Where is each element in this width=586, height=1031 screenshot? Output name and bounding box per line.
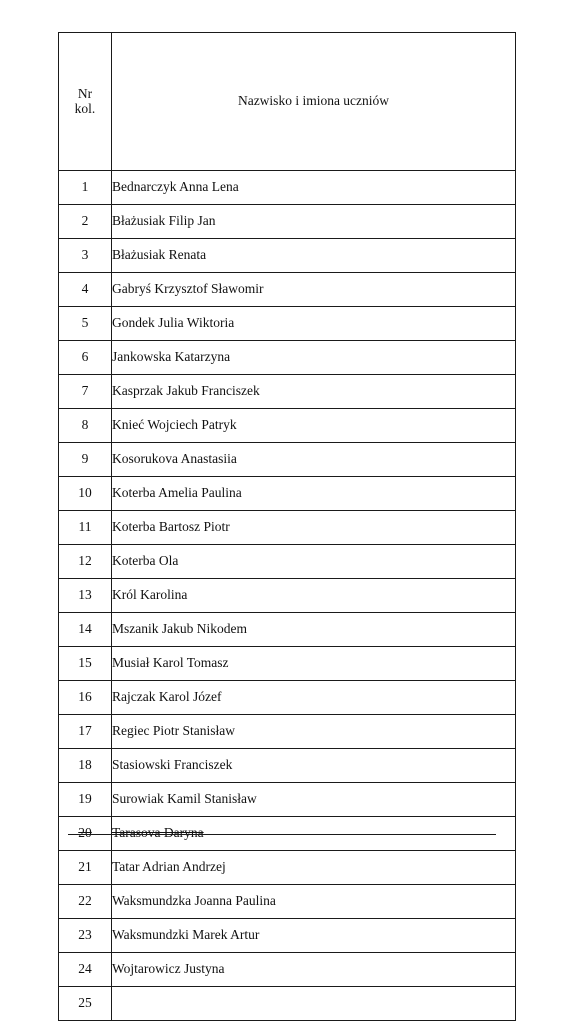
student-number-cell: 4 [59,273,112,307]
table-row [59,953,516,987]
student-name-cell: Waksmundzki Marek Artur [112,919,516,953]
student-name-cell: Jankowska Katarzyna [112,341,516,375]
student-number-cell: 17 [59,715,112,749]
table-row [59,783,516,817]
student-name-cell: Błażusiak Filip Jan [112,205,516,239]
table-row [59,409,516,443]
student-roster-table [58,32,516,1021]
table-row [59,205,516,239]
student-number-cell: 14 [59,613,112,647]
table-row [59,239,516,273]
table-row [59,545,516,579]
student-number-cell: 10 [59,477,112,511]
table-row [59,443,516,477]
student-name-cell: Gabryś Krzysztof Sławomir [112,273,516,307]
student-number-cell: 21 [59,851,112,885]
student-name-cell: Surowiak Kamil Stanisław [112,783,516,817]
student-number-cell: 16 [59,681,112,715]
table-row [59,817,516,851]
table-row [59,579,516,613]
table-row [59,715,516,749]
student-number-cell: 18 [59,749,112,783]
student-name-cell: Koterba Bartosz Piotr [112,511,516,545]
student-name-cell [112,987,516,1021]
student-number-cell: 8 [59,409,112,443]
table-row [59,273,516,307]
student-name-cell: Koterba Amelia Paulina [112,477,516,511]
student-number-cell: 11 [59,511,112,545]
table-row [59,681,516,715]
table-row [59,171,516,205]
roster-body [59,171,516,1021]
table-row [59,511,516,545]
student-name-cell: Gondek Julia Wiktoria [112,307,516,341]
student-name-cell: Bednarczyk Anna Lena [112,171,516,205]
table-row [59,885,516,919]
student-name-cell: Musiał Karol Tomasz [112,647,516,681]
student-name-cell: Waksmundzka Joanna Paulina [112,885,516,919]
student-number-cell: 15 [59,647,112,681]
table-row [59,987,516,1021]
student-number-cell: 7 [59,375,112,409]
student-name-cell: Stasiowski Franciszek [112,749,516,783]
table-row [59,307,516,341]
student-number-cell: 24 [59,953,112,987]
student-name-cell: Mszanik Jakub Nikodem [112,613,516,647]
student-number-cell: 19 [59,783,112,817]
table-row [59,647,516,681]
student-number-cell: 5 [59,307,112,341]
column-header-name: Nazwisko i imiona uczniów [112,33,516,171]
student-number-cell: 1 [59,171,112,205]
student-name-cell: Knieć Wojciech Patryk [112,409,516,443]
student-name-cell: Rajczak Karol Józef [112,681,516,715]
table-row [59,851,516,885]
table-header-row [59,33,516,171]
table-row [59,919,516,953]
table-row [59,613,516,647]
student-name-cell: Tarasova Daryna [112,817,516,851]
table-row [59,341,516,375]
column-header-nr-line2: kol. [74,100,96,116]
student-name-cell: Tatar Adrian Andrzej [112,851,516,885]
student-name-cell: Król Karolina [112,579,516,613]
student-name-cell: Wojtarowicz Justyna [112,953,516,987]
student-number-cell: 23 [59,919,112,953]
student-number-cell: 12 [59,545,112,579]
student-name-cell: Regiec Piotr Stanisław [112,715,516,749]
column-header-nr [59,33,112,171]
student-name-cell: Kosorukova Anastasiia [112,443,516,477]
student-name-cell: Kasprzak Jakub Franciszek [112,375,516,409]
student-name-cell: Koterba Ola [112,545,516,579]
student-name-cell: Błażusiak Renata [112,239,516,273]
student-number-cell: 25 [59,987,112,1021]
student-number-cell: 6 [59,341,112,375]
student-number-cell: 22 [59,885,112,919]
student-number-cell: 2 [59,205,112,239]
table-row [59,375,516,409]
class-roster-sheet [58,32,515,1021]
student-number-cell: 9 [59,443,112,477]
table-row [59,477,516,511]
table-row [59,749,516,783]
student-number-cell: 13 [59,579,112,613]
student-number-cell: 20 [59,817,112,851]
column-header-nr-line1: Nr [77,86,93,102]
student-number-cell: 3 [59,239,112,273]
